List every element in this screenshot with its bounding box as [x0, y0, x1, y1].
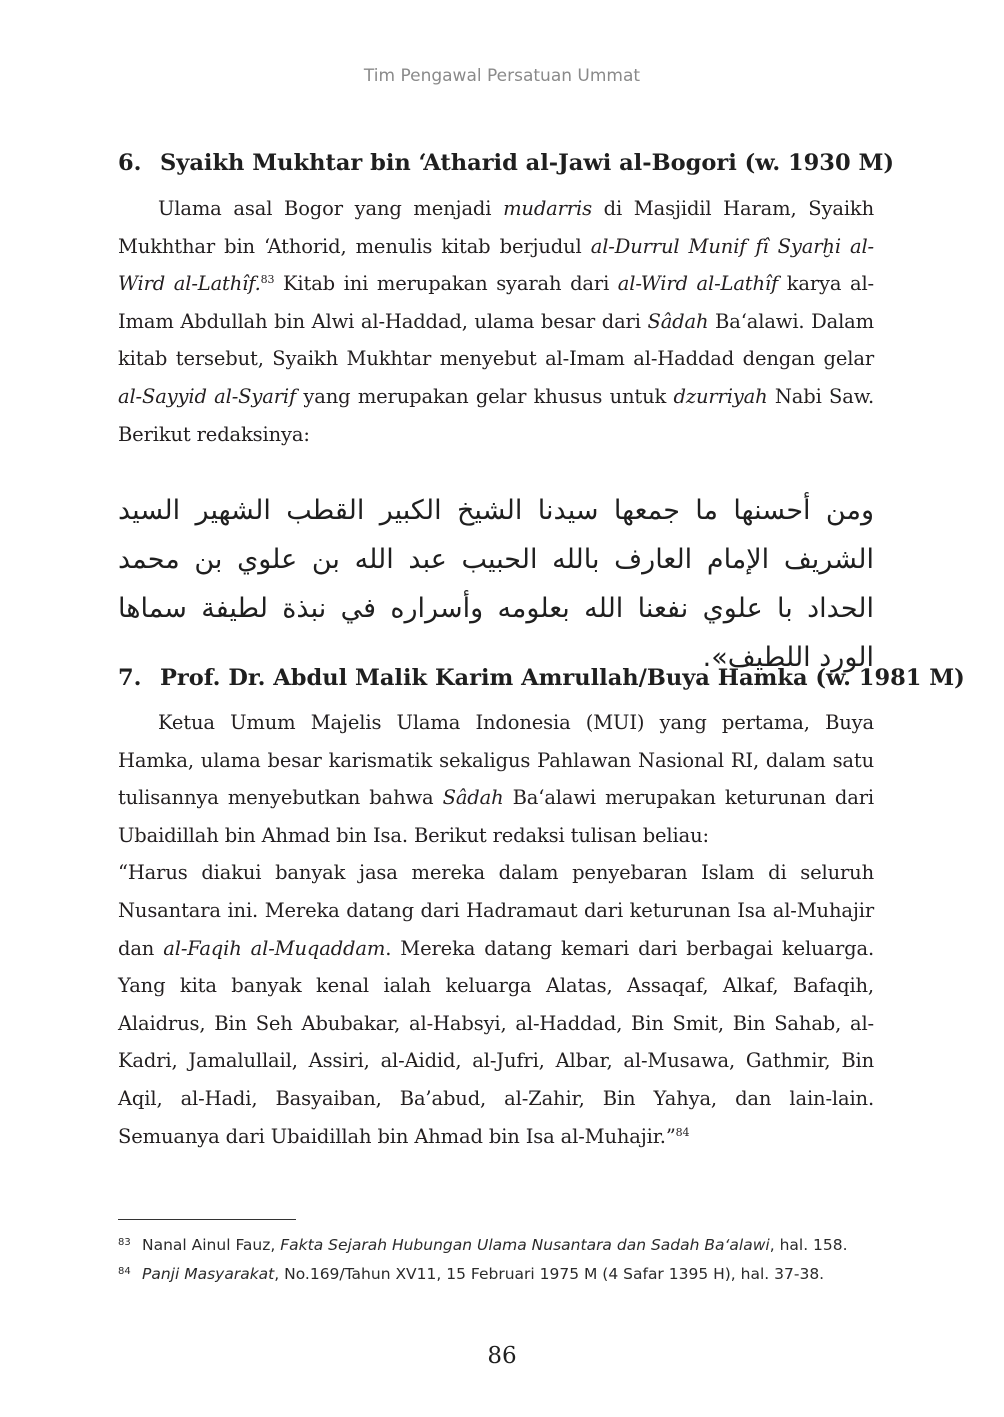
italic-term: mudarris — [503, 197, 592, 220]
italic-term: dzurriyah — [673, 384, 768, 408]
arabic-quote: ومن أحسنها ما جمعها سيدنا الشيخ الكبير القطب الشهير السيد الشريف الإمام العارف بالله الحبيب عبد الله بن علوي بن محمد الحداد با علوي نفعنا الله بعلومه وأسراره في نبذة لطيفة سماها الورد اللطيف». — [118, 495, 874, 673]
italic-term: Sâdah — [647, 309, 709, 333]
section-7-title: Prof. Dr. Abdul Malik Karim Amrullah/Buya Hamka (w. 1981 M) — [160, 665, 965, 691]
section-7-number: 7. — [118, 665, 142, 691]
footnote-ref-84[interactable]: 84 — [675, 1125, 690, 1139]
book-title: al-Wird al-Lathîf — [617, 272, 779, 296]
text-run: , No.169/Tahun XV11, 15 Februari 1975 M (4 Safar 1395 H), hal. 37-38. — [274, 1265, 825, 1283]
italic-term: Sâdah — [442, 786, 504, 810]
book-title: Fakta Sejarah Hubungan Ulama Nusantara dan Sadah Ba‘alawi — [280, 1236, 770, 1254]
text-run: karya al-Imam Abdullah bin Alwi al-Haddad, ulama besar dari — [118, 272, 874, 333]
text-run: Kitab ini merupakan syarah dari — [274, 272, 618, 296]
text-run: Ulama asal Bogor yang menjadi — [158, 197, 504, 220]
hamka-quote — [118, 854, 874, 1155]
italic-term: al-Faqih al-Muqaddam — [163, 936, 386, 960]
text-run: Nabi Saw. Berikut redaksinya: — [118, 384, 874, 446]
text-run: Ketua Umum Majelis Ulama Indonesia (MUI) yang pertama, Buya Hamka, ulama besar karismatik sekaligus Pahlawan Nasional RI, dalam satu tulisannya menyebutkan bahwa — [118, 711, 874, 810]
book-title: al-Durrul Munif fî Syarḫi al-Wird al-Lathîf. — [118, 234, 874, 296]
text-run: Nanal Ainul Fauz, — [142, 1236, 281, 1254]
footnote-divider — [118, 1219, 296, 1220]
section-6-heading — [118, 150, 894, 176]
text-run: di Masjidil Haram, Syaikh Mukhthar bin ‘Athorid, menulis kitab berjudul — [118, 197, 874, 258]
footnote-ref-83[interactable]: 83 — [260, 273, 275, 287]
footnote-84 — [118, 1265, 878, 1283]
section-6-title: Syaikh Mukhtar bin ‘Atharid al-Jawi al-Bogori (w. 1930 M) — [160, 150, 894, 176]
publication-title: Panji Masyarakat — [142, 1265, 275, 1283]
section-6-number: 6. — [118, 150, 142, 176]
section-6-body — [118, 190, 874, 453]
text-run: Ba‘alawi. Dalam kitab tersebut, Syaikh Mukhtar menyebut al-Imam al-Haddad dengan gelar — [118, 309, 874, 371]
running-header: Tim Pengawal Persatuan Ummat — [363, 66, 641, 86]
text-run: . Mereka datang kemari dari berbagai keluarga. Yang kita banyak kenal ialah keluarga Alatas, Assaqaf, Alkaf, Bafaqih, Alaidrus, Bin Seh Abubakar, al-Habsyi, al-Haddad, Bin Smit, Bin Sahab, al-Kadri, Jamalullail, Assiri, al-Aidid, al-Jufri, Albar, al-Musawa, Gathmir, Bin Aqil, al-Hadi, Basyaiban, Ba’abud, al-Zahir, Bin Yahya, dan lain-lain. Semuanya dari Ubaidillah bin Ahmad bin Isa al-Muhajir.” — [118, 936, 874, 1148]
footnote-83 — [118, 1236, 878, 1254]
page-number: 86 — [487, 1343, 517, 1369]
footnote-number: 83 — [118, 1237, 131, 1248]
section-6-paragraph — [118, 190, 874, 453]
text-run: Ba‘alawi merupakan keturunan dari Ubaidillah bin Ahmad bin Isa. Berikut redaksi tulisan beliau: — [118, 786, 874, 847]
text-run: “Harus diakui banyak jasa mereka dalam penyebaran Islam di seluruh Nusantara ini. Mereka datang dari Hadramaut dari keturunan Isa al-Muhajir dan — [118, 861, 874, 960]
section-7-paragraph — [118, 704, 874, 854]
section-7-body — [118, 704, 874, 1155]
text-run: yang merupakan gelar khusus untuk — [296, 384, 674, 408]
footnote-number: 84 — [118, 1266, 131, 1277]
section-7-heading — [118, 665, 965, 691]
italic-term: al-Sayyid al-Syarif — [118, 384, 297, 408]
text-run: , hal. 158. — [769, 1236, 848, 1254]
